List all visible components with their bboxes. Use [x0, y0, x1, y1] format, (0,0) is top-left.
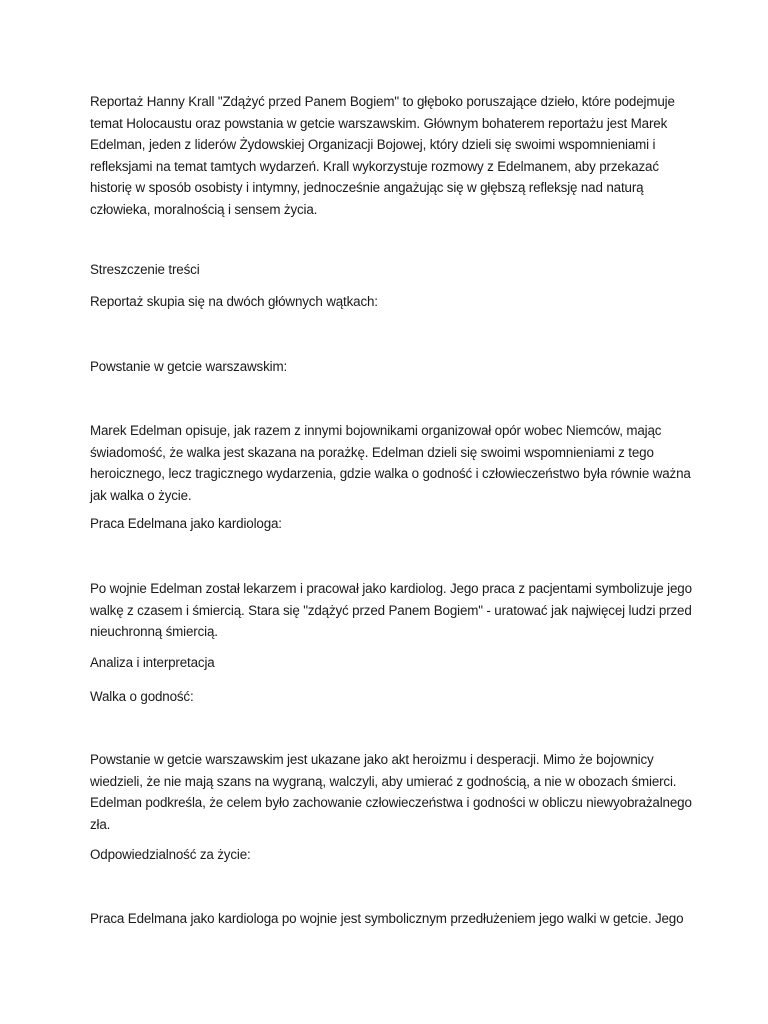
text-line: człowieka, moralnością i sensem życia.: [90, 201, 318, 217]
text-line: Po wojnie Edelman został lekarzem i pracował jako kardiolog. Jego praca z pacjentami symbolizuje jego: [90, 581, 692, 596]
text-line: Marek Edelman opisuje, jak razem z innymi bojownikami organizował opór wobec Niemców, mając: [90, 423, 662, 438]
uprising-paragraph: [90, 420, 691, 506]
text-line: heroicznego, lecz tragicznego wydarzenia, gdzie walka o godność i człowieczeństwo była równie ważna: [90, 466, 691, 481]
heading-uprising: Powstanie w getcie warszawskim:: [90, 359, 288, 374]
responsibility-paragraph: [90, 908, 684, 930]
text-line: walkę z czasem i śmiercią. Stara się "zdążyć przed Panem Bogiem" - uratować jak najwięcej ludzi przed: [90, 602, 692, 618]
text-line: historię w sposób osobisty i intymny, jednocześnie angażując się w głębszą refleksję nad naturą: [90, 180, 644, 195]
text-line: Edelman podkreśla, że celem było zachowanie człowieczeństwa i godności w obliczu niewyobrażalnego: [90, 795, 692, 810]
text-line: świadomość, że walka jest skazana na porażkę. Edelman dzieli się swoimi wspomnieniami z tego: [90, 444, 654, 460]
text-line: Powstanie w getcie warszawskim jest ukazane jako akt heroizmu i desperacji. Mimo że bojownicy: [90, 752, 654, 767]
cardiology-paragraph: [90, 578, 692, 643]
heading-analysis: Analiza i interpretacja: [90, 655, 215, 670]
text-line: temat Holocaustu oraz powstania w getcie warszawskim. Głównym bohaterem reportażu jest Marek: [90, 115, 668, 131]
text-line: nieuchronną śmiercią.: [90, 624, 218, 639]
dignity-paragraph: [90, 749, 692, 835]
intro-paragraph: [90, 91, 680, 220]
text-line: Praca Edelmana jako kardiologa po wojnie jest symbolicznym przedłużeniem jego walki w getcie. Jego: [90, 911, 684, 926]
text-line: wiedzieli, że nie mają szans na wygraną, walczyli, aby umierać z godnością, a nie w obozach śmierci.: [90, 773, 677, 789]
text-line: zła.: [90, 816, 111, 832]
heading-cardiology: Praca Edelmana jako kardiologa:: [90, 516, 282, 531]
text-line: Edelman, jeden z liderów Żydowskiej Organizacji Bojowej, który dzieli się swoimi wspomnieniami i: [90, 137, 656, 152]
text-line: jak walka o życie.: [90, 487, 192, 503]
heading-dignity: Walka o godność:: [90, 689, 194, 704]
heading-summary: Streszczenie treści: [90, 262, 200, 277]
summary-intro-paragraph: Reportaż skupia się na dwóch głównych wątkach:: [90, 294, 378, 309]
text-line: Reportaż Hanny Krall "Zdążyć przed Panem Bogiem" to głęboko poruszające dzieło, które podejmuje: [90, 94, 675, 109]
text-line: refleksjami na temat tamtych wydarzeń. Krall wykorzystuje rozmowy z Edelmanem, aby przekazać: [90, 158, 659, 174]
heading-responsibility: Odpowiedzialność za życie:: [90, 847, 251, 862]
